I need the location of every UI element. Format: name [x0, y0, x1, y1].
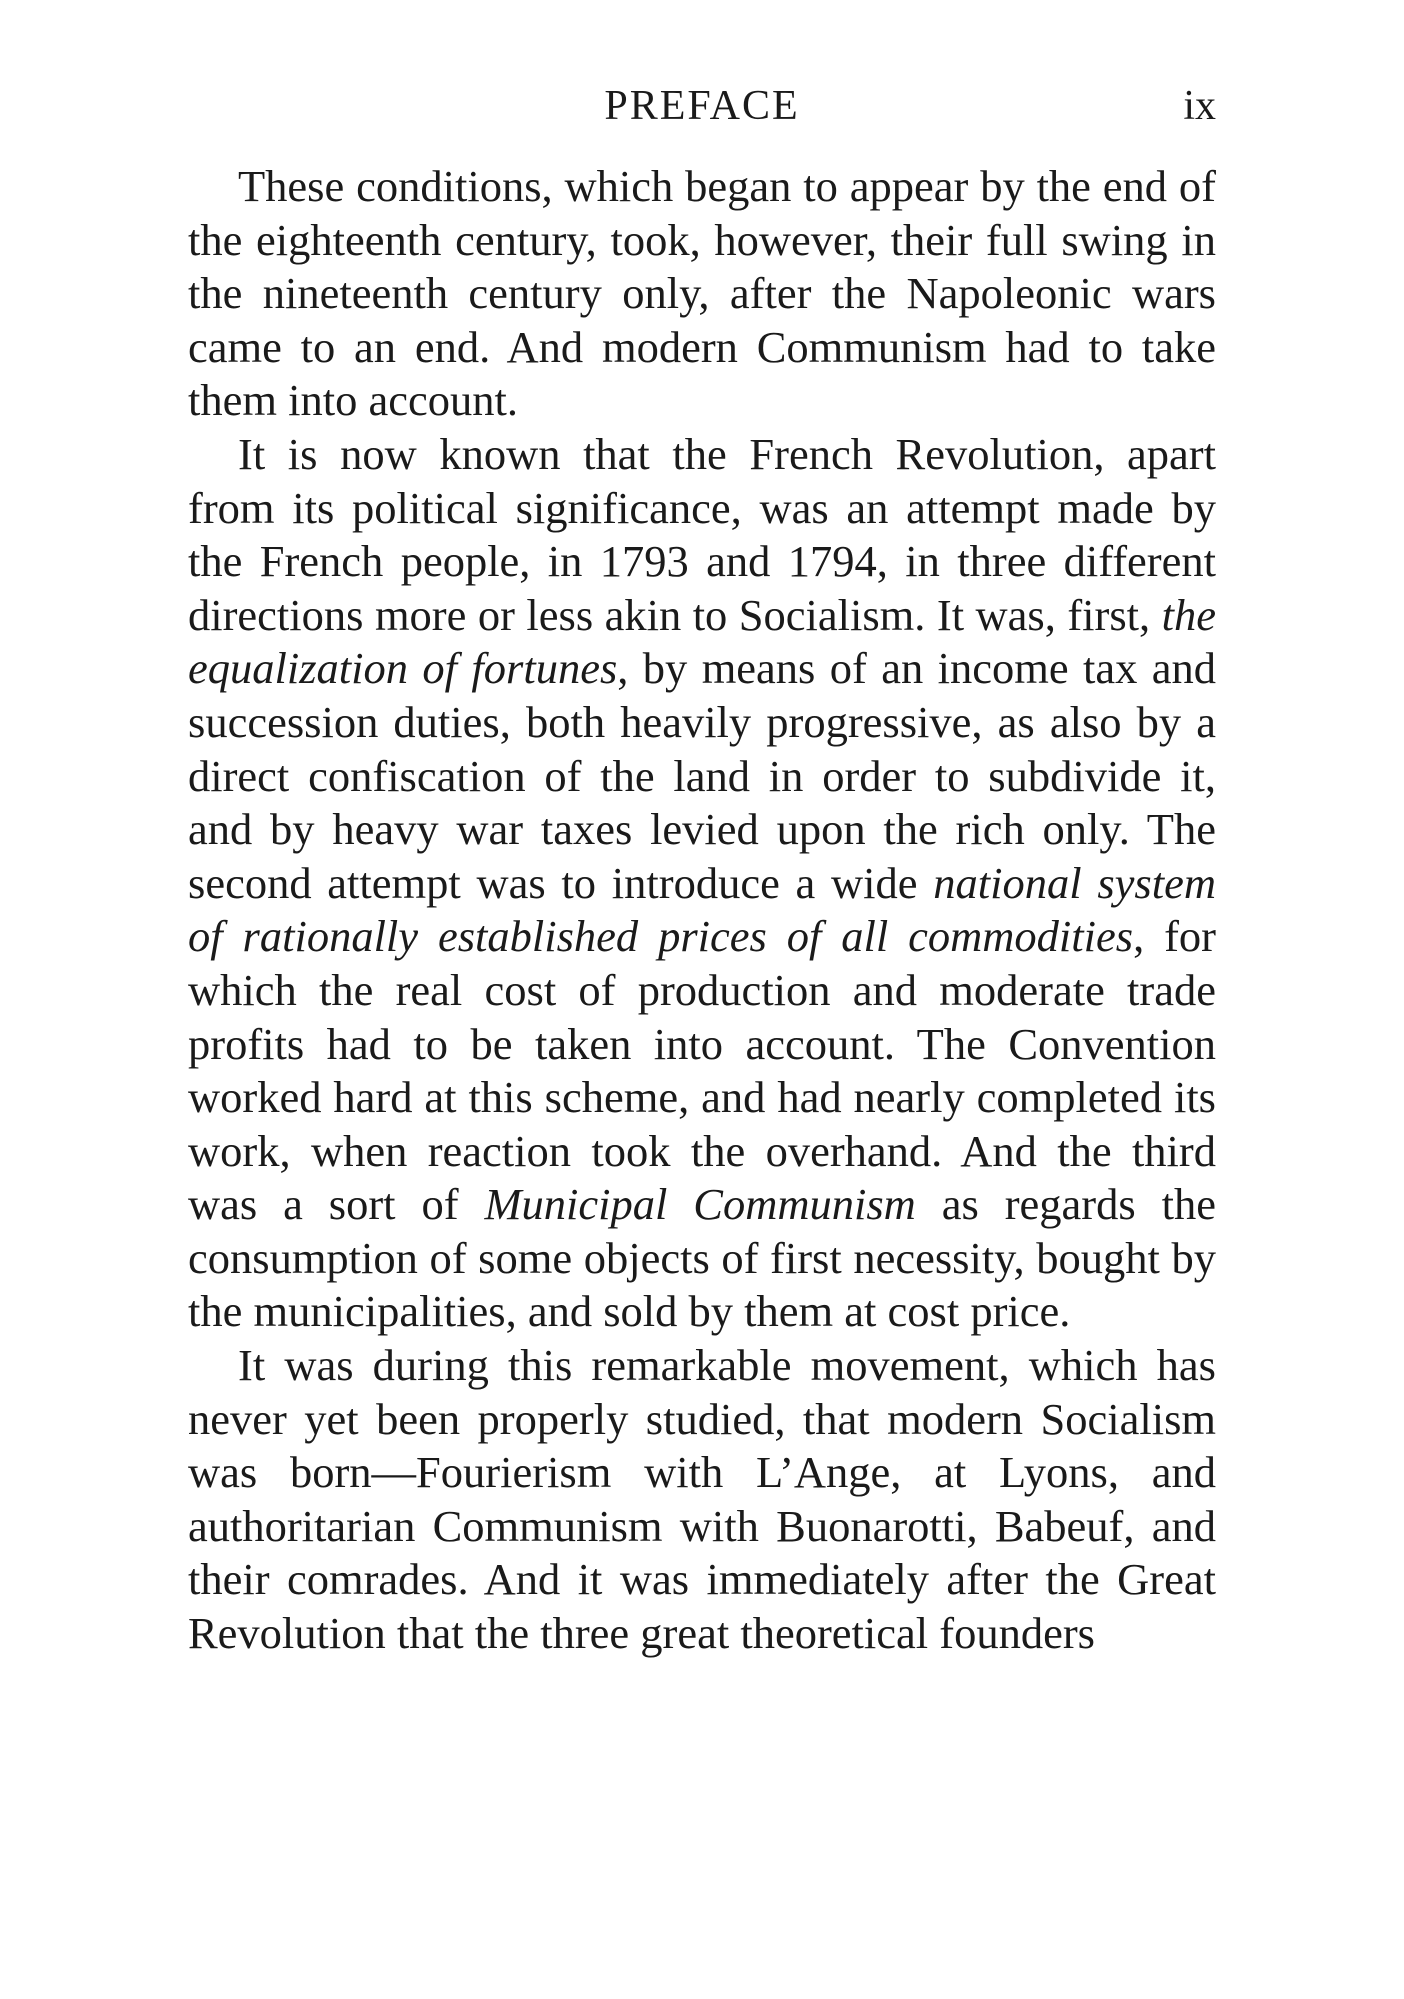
paragraph-3: It was during this remarkable movement, which has never yet been properly studied, that modern Socialism was born—Fourierism with L’Ange, at Lyons, and authoritarian Communism with Buonarotti, Babeuf, and their comrades. And it was immediately after the Great Revolution that the three great theoretical founders: [188, 1340, 1216, 1659]
paragraph-2-text: as regards the consumption of some objects of first necessity, bought by the municipalities, and sold by them at cost price.: [188, 1179, 1216, 1337]
paragraph-2-text: , for which the real cost of production and moderate trade profits had to be taken into account. The Convention worked hard at this scheme, and had nearly completed its work, when reaction took the overhand. And the third was a sort of: [188, 911, 1216, 1230]
running-head: [188, 78, 1216, 134]
paragraph-2: [188, 428, 1216, 1339]
page-number: ix: [1183, 83, 1216, 129]
paragraph-2-text: , by means of an income tax and succession duties, both heavily progressive, as also by a direct confiscation of the land in order to subdivide it, and by heavy war taxes levied upon the rich only. The second attempt was to introduce a wide: [188, 643, 1216, 908]
paragraph-2-italic-prices: national system of rationally established prices of all commodities: [188, 857, 1216, 962]
paragraph-2-italic-equalization: the equalization of fortunes: [188, 589, 1216, 694]
paragraph-2-italic-municipal: Municipal Communism: [484, 1179, 916, 1230]
paragraph-1: These conditions, which began to appear by the end of the eighteenth century, took, however, their full swing in the nineteenth century only, after the Napoleonic wars came to an end. And modern Communism had to take them into account.: [188, 161, 1216, 426]
running-title: PREFACE: [604, 83, 800, 129]
body-text: [188, 160, 1216, 1661]
paragraph-2-text: It is now known that the French Revolution, apart from its political significance, was an attempt made by the French people, in 1793 and 1794, in three different directions more or less akin to Socialism. It was, first,: [188, 428, 1216, 640]
